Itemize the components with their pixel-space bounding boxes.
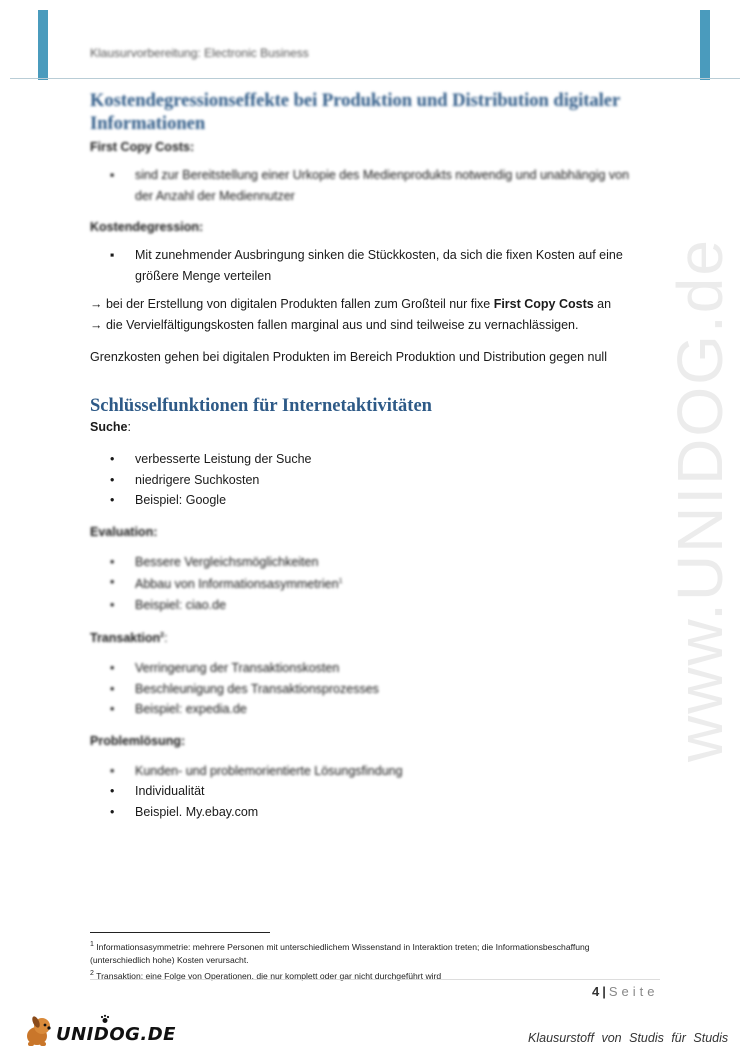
header-accent-bar-right xyxy=(700,10,710,80)
list-item: ▪ Mit zunehmender Ausbringung sinken die Stückkosten, da sich die fixen Kosten auf eine größere Menge verteilen xyxy=(110,248,623,283)
footnote-separator xyxy=(90,932,270,933)
arrow-statement-2: → die Vervielfältigungskosten fallen marginal aus und sind teilweise zu vernachlässigen. xyxy=(90,318,579,332)
watermark: www.UNIDOG.de xyxy=(664,238,736,762)
page-number: 4 | Seite xyxy=(592,984,659,999)
list-item: • verbesserte Leistung der Suche xyxy=(110,452,312,466)
list-item: • Beispiel: expedia.de xyxy=(110,702,247,717)
footnotes xyxy=(90,938,650,983)
page-content xyxy=(90,90,650,822)
header-title: Klausurvorbereitung: Electronic Business xyxy=(90,46,309,60)
footnote-1: $^1$ Informationsasymmetrie: mehrere Personen mit unterschiedlichem Wissenstand in Interaktion treten; die Informationsbeschaffung (unterschiedlich hohe) Kosten verursacht. xyxy=(90,941,590,965)
list-item: • Beschleunigung des Transaktionsprozesses xyxy=(110,681,379,696)
transaktion-label: Transaktion$^2$: xyxy=(90,631,168,646)
list-item: ▪ sind zur Bereitstellung einer Urkopie des Medienprodukts notwendig und unabhängig von der Anzahl der Mediennutzer xyxy=(110,168,630,203)
suche-list xyxy=(90,449,650,511)
arrow-statement-1: → bei der Erstellung von digitalen Produkten fallen zum Großteil nur fixe First Copy Costs an xyxy=(90,297,612,311)
arrow-right-icon: → xyxy=(90,318,103,332)
unidog-logo: UNIDOG.DE xyxy=(22,1014,152,1050)
list-item: • niedrigere Suchkosten xyxy=(110,472,260,487)
paw-icon xyxy=(100,1014,110,1024)
degression-list xyxy=(90,245,650,286)
section-heading-schluesselfunktionen: Schlüsselfunktionen für Internetaktivitäten xyxy=(90,396,432,416)
list-item: • Kunden- und problemorientierte Lösungsfindung xyxy=(110,763,403,778)
header-accent-bar-left xyxy=(38,10,48,80)
list-item: • Individualität xyxy=(110,784,205,799)
footer-divider xyxy=(90,979,660,980)
footnote-2: $^2$ Transaktion: eine Folge von Operationen, die nur komplett oder gar nicht durchgeführt wird xyxy=(90,969,442,981)
list-item: • Beispiel: Google xyxy=(110,493,227,507)
list-item: • Bessere Vergleichsmöglichkeiten xyxy=(110,554,319,569)
list-item: • Beispiel. My.ebay.com xyxy=(110,804,259,819)
grenzkosten-statement: Grenzkosten gehen bei digitalen Produkten im Bereich Produktion und Distribution gegen null xyxy=(90,350,607,364)
section-heading-kostendegression: Kostendegressionseffekte bei Produktion und Distribution digitaler Informationen xyxy=(90,91,620,134)
dog-icon xyxy=(22,1014,56,1048)
problemloesung-list xyxy=(90,761,650,823)
first-copy-list xyxy=(90,165,650,206)
evaluation-list xyxy=(90,552,650,616)
header-divider xyxy=(10,78,740,79)
arrow-right-icon: → xyxy=(90,297,103,311)
suche-label: Suche: xyxy=(90,420,131,434)
list-item: • Abbau von Informationsasymmetrien$^1$ xyxy=(110,575,343,592)
footer-tagline: Klausurstoff von Studis für Studis xyxy=(528,1031,729,1045)
degression-label: Kostendegression: xyxy=(90,220,204,234)
first-copy-label: First Copy Costs: xyxy=(90,140,195,154)
list-item: • Verringerung der Transaktionskosten xyxy=(110,661,340,676)
evaluation-label: Evaluation: xyxy=(90,524,158,539)
list-item: • Beispiel: ciao.de xyxy=(110,597,227,612)
transaktion-list xyxy=(90,658,650,720)
problemloesung-label: Problemlösung: xyxy=(90,733,186,748)
